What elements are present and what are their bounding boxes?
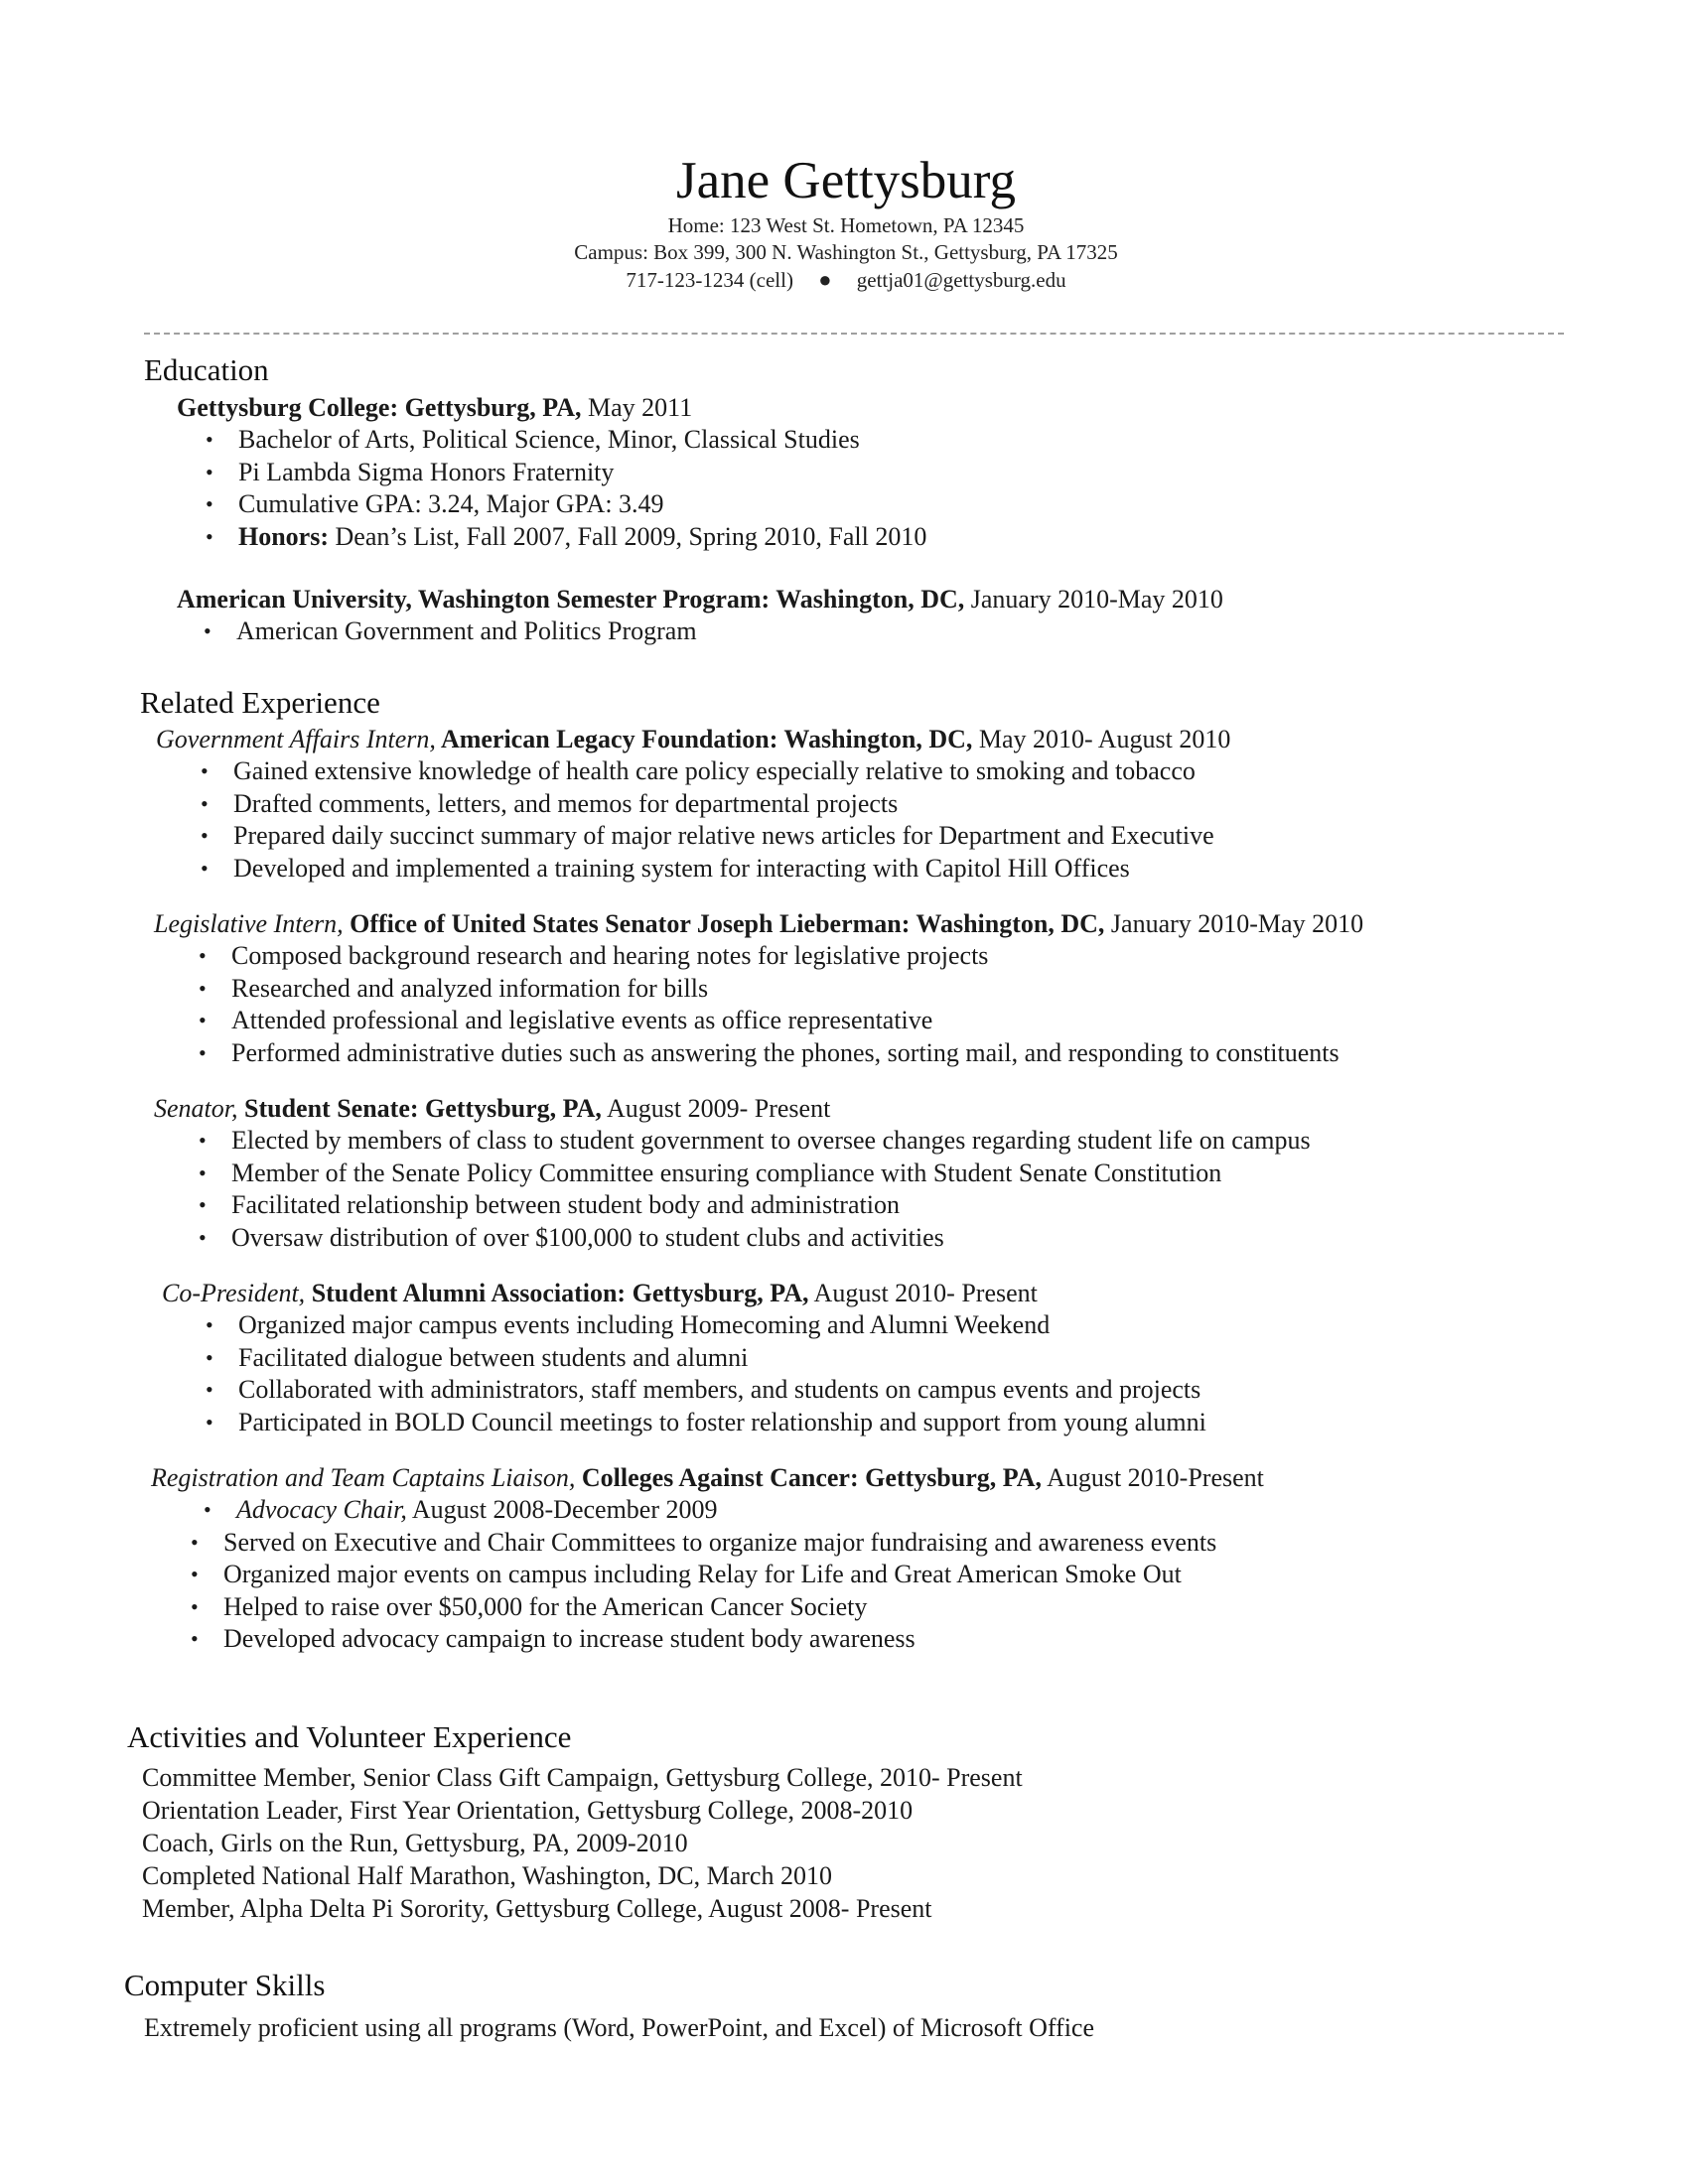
list-item: • Participated in BOLD Council meetings to foster relationship and support from young alumni	[206, 1407, 1206, 1436]
entry-date: May 2011	[581, 393, 693, 422]
list-item: • Collaborated with administrators, staff members, and students on campus events and projects	[206, 1375, 1201, 1404]
home-address: Home: 123 West St. Hometown, PA 12345	[667, 213, 1025, 237]
list-item: • Organized major events on campus including Relay for Life and Great American Smoke Out	[191, 1560, 1182, 1588]
section-heading: Education	[144, 352, 269, 387]
list-item: Member, Alpha Delta Pi Sorority, Gettysburg College, August 2008- Present	[142, 1894, 932, 1923]
experience-entry-title: Government Affairs Intern, American Legacy Foundation: Washington, DC, May 2010- August 2010	[156, 725, 1231, 753]
list-item: • Cumulative GPA: 3.24, Major GPA: 3.49	[206, 489, 664, 518]
experience-bullets	[199, 1125, 1692, 1254]
experience-bullets	[201, 755, 1692, 885]
list-item: • Researched and analyzed information for bills	[199, 973, 709, 1003]
list-item: • Oversaw distribution of over $100,000 to student clubs and activities	[199, 1222, 944, 1252]
experience-entry-title: Registration and Team Captains Liaison, Colleges Against Cancer: Gettysburg, PA, August 2010-Present	[151, 1463, 1264, 1492]
list-item: Completed National Half Marathon, Washington, DC, March 2010	[142, 1861, 832, 1890]
education-bullets	[206, 424, 1692, 553]
header-divider	[144, 333, 1564, 335]
experience-section	[0, 683, 1692, 1656]
section-heading: Related Experience	[140, 685, 380, 720]
list-item: • Gained extensive knowledge of health care policy especially relative to smoking and tobacco	[201, 756, 1196, 785]
list-item: • Developed and implemented a training system for interacting with Capitol Hill Offices	[201, 853, 1130, 883]
activities-list	[142, 1761, 1692, 1925]
phone-number: 717-123-1234 (cell)	[626, 268, 793, 292]
list-item: • Honors: Dean’s List, Fall 2007, Fall 2009, Spring 2010, Fall 2010	[206, 521, 927, 551]
list-item: • Helped to raise over $50,000 for the American Cancer Society	[191, 1591, 868, 1621]
email-address: gettja01@gettysburg.edu	[856, 268, 1066, 292]
education-bullets	[204, 615, 1692, 648]
list-item: • American Government and Politics Program	[204, 616, 697, 645]
list-item: • Facilitated relationship between student body and administration	[199, 1190, 900, 1219]
list-item: • Pi Lambda Sigma Honors Fraternity	[206, 457, 615, 486]
list-item: • Composed background research and hearing notes for legislative projects	[199, 941, 989, 970]
entry-org: American University, Washington Semester Program: Washington, DC,	[177, 585, 965, 614]
education-entry-title	[177, 583, 1692, 615]
skills-text: Extremely proficient using all programs (Word, PowerPoint, and Excel) of Microsoft Office	[144, 2013, 1095, 2042]
skills-section	[0, 1966, 1692, 2044]
experience-bullets	[204, 1494, 1692, 1527]
section-heading: Computer Skills	[124, 1968, 326, 2002]
section-heading: Activities and Volunteer Experience	[127, 1719, 572, 1754]
contact-line	[0, 266, 1692, 294]
education-section	[0, 350, 1692, 648]
list-item: • Advocacy Chair, August 2008-December 2009	[204, 1495, 718, 1524]
experience-bullets	[191, 1527, 1692, 1656]
honors-label: Honors:	[238, 521, 329, 551]
experience-bullets	[206, 1309, 1692, 1438]
list-item: • Bachelor of Arts, Political Science, Minor, Classical Studies	[206, 425, 860, 454]
list-item: • Organized major campus events including Homecoming and Alumni Weekend	[206, 1310, 1051, 1339]
experience-entry-title: Senator, Student Senate: Gettysburg, PA, August 2009- Present	[154, 1094, 831, 1123]
list-item: • Drafted comments, letters, and memos for departmental projects	[201, 788, 899, 818]
activities-section	[0, 1717, 1692, 1925]
applicant-name: Jane Gettysburg	[676, 152, 1016, 209]
experience-bullets	[199, 940, 1692, 1069]
experience-entry-title: Co-President, Student Alumni Association: Gettysburg, PA, August 2010- Present	[162, 1279, 1038, 1307]
list-item: Orientation Leader, First Year Orientation, Gettysburg College, 2008-2010	[142, 1796, 914, 1825]
list-item: • Performed administrative duties such as answering the phones, sorting mail, and responding to constituents	[199, 1037, 1340, 1067]
bullet-separator: ●	[818, 267, 832, 292]
list-item: Committee Member, Senior Class Gift Campaign, Gettysburg College, 2010- Present	[142, 1763, 1023, 1792]
list-item: • Prepared daily succinct summary of major relative news articles for Department and Executive	[201, 821, 1214, 850]
entry-date: January 2010-May 2010	[964, 585, 1223, 614]
experience-entry-title: Legislative Intern, Office of United States Senator Joseph Lieberman: Washington, DC, January 2010-May 2010	[154, 909, 1364, 938]
list-item: • Attended professional and legislative events as office representative	[199, 1006, 933, 1034]
resume-header	[0, 149, 1692, 294]
education-entry-title	[177, 391, 1692, 424]
list-item: • Developed advocacy campaign to increase student body awareness	[191, 1624, 916, 1653]
entry-org: Gettysburg College: Gettysburg, PA,	[177, 393, 582, 422]
list-item: • Elected by members of class to student government to oversee changes regarding student life on campus	[199, 1126, 1311, 1155]
list-item: • Served on Executive and Chair Committees to organize major fundraising and awareness events	[191, 1527, 1217, 1557]
list-item: • Facilitated dialogue between students and alumni	[206, 1342, 749, 1372]
list-item: • Member of the Senate Policy Committee ensuring compliance with Student Senate Constitution	[199, 1158, 1222, 1187]
list-item: Coach, Girls on the Run, Gettysburg, PA, 2009-2010	[142, 1829, 688, 1857]
campus-address: Campus: Box 399, 300 N. Washington St., Gettysburg, PA 17325	[574, 240, 1118, 264]
